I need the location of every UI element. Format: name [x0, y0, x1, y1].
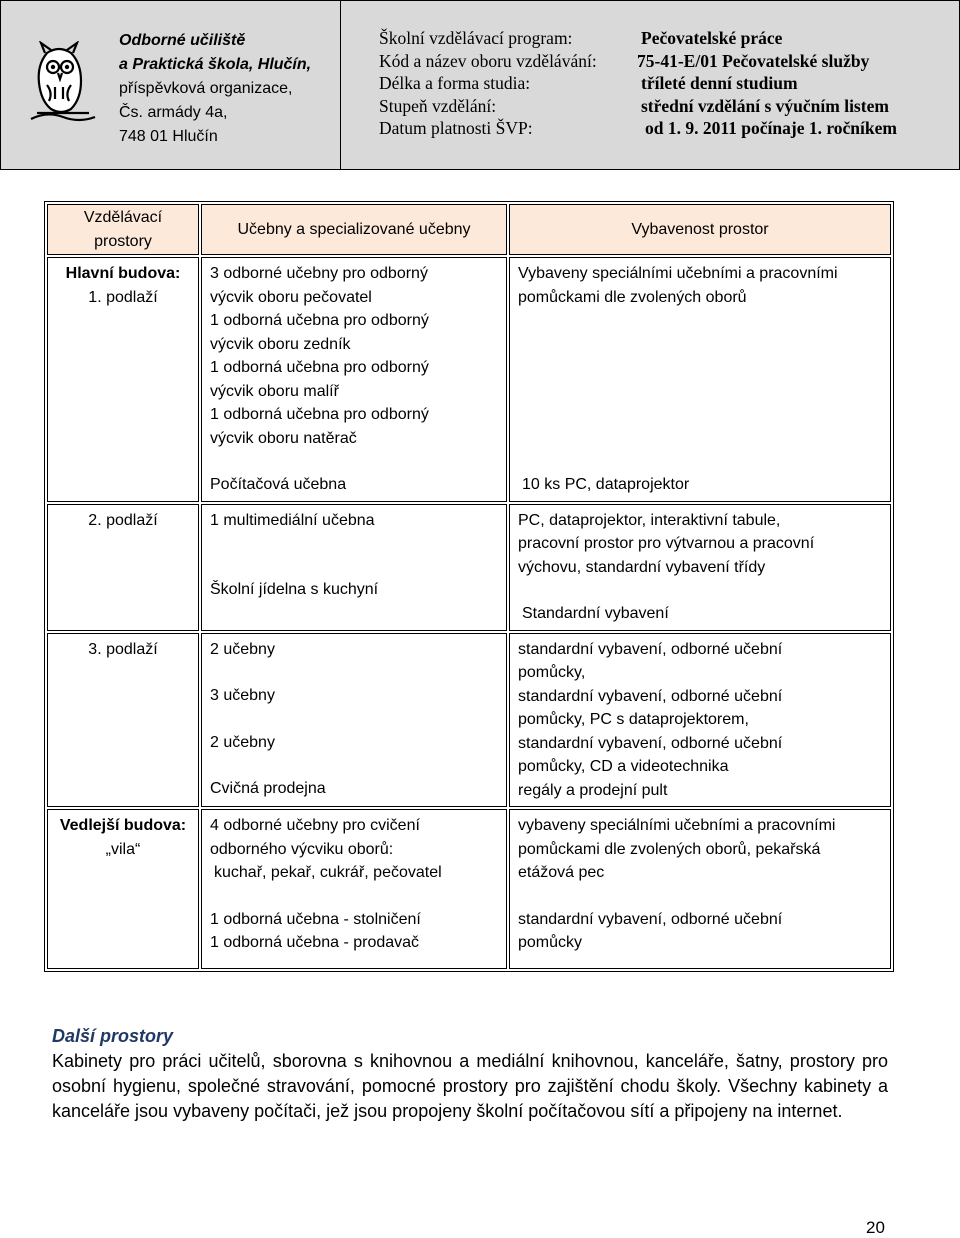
- table-row: [47, 633, 891, 808]
- room-line: 1 odborná učebna - prodavač: [210, 934, 420, 951]
- canteen-equipment: Standardní vybavení: [522, 605, 669, 622]
- room-line: výcvik oboru malíř: [210, 382, 339, 400]
- header-spaces-line2: prostory: [94, 232, 152, 250]
- rooms-table: [44, 201, 894, 972]
- equipment-line: vybaveny speciálními učebními a pracovními: [518, 817, 836, 834]
- table-row: [47, 809, 891, 969]
- other-rooms-title: Další prostory: [52, 1026, 174, 1046]
- header-cell-spaces: [47, 204, 199, 255]
- equipment-line: standardní vybavení, odborné učební: [518, 687, 783, 705]
- side-building-cell: [47, 809, 199, 969]
- table-row: [47, 504, 891, 631]
- room-line: 3 odborné učebny pro odborný: [210, 265, 428, 282]
- room-line: výcvik oboru zedník: [210, 335, 351, 353]
- room-line: 1 odborná učebna - stolničení: [210, 910, 421, 928]
- header-cell-classrooms: Učebny a specializované učebny: [201, 204, 507, 255]
- floor-1-equipment: [509, 257, 891, 502]
- other-rooms-section: [52, 1024, 888, 1124]
- equipment-line: pomůcky,: [518, 664, 586, 681]
- floor-2-label: 2. podlaží: [88, 511, 158, 529]
- floor-2-rooms: [201, 504, 507, 631]
- equipment-line: standardní vybavení, odborné učební: [518, 640, 783, 658]
- header-spaces-line1: Vzdělávací: [83, 209, 163, 226]
- equipment-line: PC, dataprojektor, interaktivní tabule,: [518, 511, 781, 529]
- floor-3-equipment: [509, 633, 891, 808]
- floor-1-rooms: [201, 257, 507, 502]
- multimedia-room: 1 multimediální učebna: [210, 511, 375, 529]
- floor-1-label: 1. podlaží: [88, 288, 158, 306]
- room-line: kuchař, pekař, cukrář, pečovatel: [214, 864, 442, 881]
- validity-label: Datum platnosti ŠVP:: [379, 118, 533, 138]
- floor-3-cell: [47, 633, 199, 808]
- room-line: 4 odborné učebny pro cvičení: [210, 817, 420, 834]
- room-line: 1 odborná učebna pro odborný: [210, 359, 429, 376]
- side-building-equipment: [509, 809, 891, 969]
- room-line: odborného výcviku oborů:: [210, 840, 394, 858]
- school-street: Čs. armády 4a,: [119, 104, 228, 121]
- owl-logo-icon: [27, 41, 99, 127]
- side-building-rooms: [201, 809, 507, 969]
- equipment-line: pracovní prostor pro výtvarnou a pracovní: [518, 535, 815, 552]
- education-level-label: Stupeň vzdělání:: [379, 95, 497, 116]
- program-value: Pečovatelské práce: [641, 28, 783, 48]
- equipment-line: pomůcky, CD a videotechnika: [518, 758, 729, 775]
- school-info: [119, 29, 311, 149]
- equipment-line: pomůcky: [518, 934, 583, 951]
- school-city: 748 01 Hlučín: [119, 128, 218, 145]
- computer-room-equipment: 10 ks PC, dataprojektor: [522, 476, 690, 493]
- room-line: výcvik oboru pečovatel: [210, 288, 372, 306]
- program-label: Školní vzdělávací program:: [379, 28, 573, 48]
- side-building-label: Vedlejší budova:: [59, 817, 187, 834]
- equipment-line: Vybaveny speciálními učebními a pracovními: [518, 265, 838, 282]
- study-length-label: Délka a forma studia:: [379, 73, 531, 93]
- main-building-label: Hlavní budova:: [65, 265, 181, 282]
- equipment-line: pomůckami dle zvolených oborů, pekařská: [518, 840, 821, 858]
- canteen: Školní jídelna s kuchyní: [210, 581, 379, 598]
- field-code-label: Kód a název oboru vzdělávání:: [379, 50, 597, 71]
- education-level-value: střední vzdělání s výučním listem: [641, 95, 889, 116]
- side-building-name: „vila“: [105, 840, 141, 858]
- school-name-line-1: Odborné učiliště: [119, 32, 246, 49]
- school-name-line-2: a Praktická škola, Hlučín,: [119, 56, 312, 73]
- study-length-value: tříleté denní studium: [641, 73, 798, 93]
- room-line: 2 učebny: [210, 640, 275, 658]
- room-line: 1 odborná učebna pro odborný: [210, 406, 429, 423]
- computer-room: Počítačová učebna: [210, 476, 347, 493]
- equipment-line: regály a prodejní pult: [518, 781, 668, 799]
- room-line: výcvik oboru natěrač: [210, 429, 357, 447]
- field-code-value: 75-41-E/01 Pečovatelské služby: [637, 50, 870, 71]
- equipment-line: etážová pec: [518, 864, 605, 881]
- header-divider: [340, 1, 341, 169]
- school-type: příspěvková organizace,: [119, 80, 293, 97]
- table-row: [47, 257, 891, 502]
- floor-1-cell: [47, 257, 199, 502]
- room-line: 3 učebny: [210, 687, 275, 704]
- page-header: [0, 0, 960, 170]
- equipment-line: standardní vybavení, odborné učební: [518, 734, 783, 752]
- page-number: 20: [866, 1218, 885, 1237]
- practice-shop: Cvičná prodejna: [210, 780, 326, 797]
- validity-value: od 1. 9. 2011 počínaje 1. ročníkem: [645, 118, 897, 138]
- equipment-line: pomůckami dle zvolených oborů: [518, 288, 747, 306]
- table-header-row: [47, 204, 891, 255]
- floor-2-equipment: [509, 504, 891, 631]
- floor-3-label: 3. podlaží: [88, 640, 158, 658]
- room-line: 1 odborná učebna pro odborný: [210, 312, 429, 329]
- equipment-line: výchovu, standardní vybavení třídy: [518, 558, 766, 576]
- equipment-line: pomůcky, PC s dataprojektorem,: [518, 711, 749, 728]
- floor-3-rooms: [201, 633, 507, 808]
- floor-2-cell: [47, 504, 199, 631]
- other-rooms-paragraph: Kabinety pro práci učitelů, sborovna s knihovnou a mediální knihovnou, kanceláře, šatny, prostory pro osobní hygienu, společné stravování, pomocné prostory pro zajištění chodu školy. Všechny kabinety a kanceláře jsou vybaveny počítači, jež jsou propojeny školní počítačovou sítí a připojeny na internet.: [52, 1051, 888, 1121]
- equipment-line: standardní vybavení, odborné učební: [518, 910, 783, 928]
- room-line: 2 učebny: [210, 733, 275, 751]
- header-cell-equipment: Vybavenost prostor: [509, 204, 891, 255]
